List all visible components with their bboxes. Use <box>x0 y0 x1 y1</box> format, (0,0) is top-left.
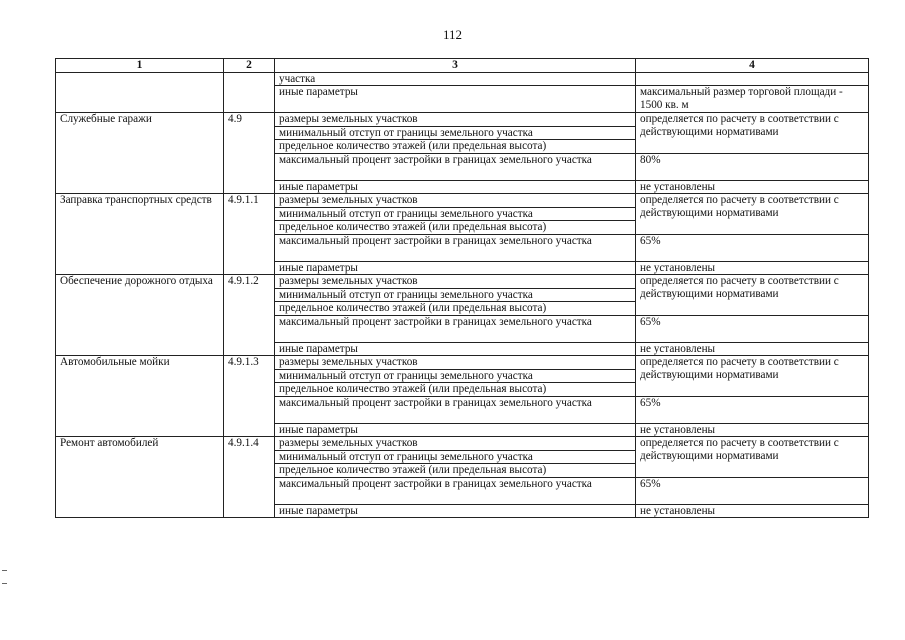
land-use-name: Служебные гаражи <box>56 113 224 194</box>
value-cell: не установлены <box>636 180 869 194</box>
land-use-name: Заправка транспортных средств <box>56 194 224 275</box>
parameter-cell: предельное количество этажей (или предельная высота) <box>275 140 636 154</box>
value-cell: 65% <box>636 315 869 342</box>
table-row <box>56 72 869 86</box>
parameter-cell: предельное количество этажей (или предельная высота) <box>275 383 636 397</box>
parameter-cell: размеры земельных участков <box>275 275 636 289</box>
parameter-cell: иные параметры <box>275 86 636 113</box>
parameter-cell: размеры земельных участков <box>275 113 636 127</box>
parameter-cell: минимальный отступ от границы земельного участка <box>275 369 636 383</box>
parameter-cell: размеры земельных участков <box>275 194 636 208</box>
table-row <box>56 194 869 208</box>
parameter-cell: предельное количество этажей (или предельная высота) <box>275 464 636 478</box>
value-cell: определяется по расчету в соответствии с действующими нормативами <box>636 194 869 235</box>
land-use-name: Автомобильные мойки <box>56 356 224 437</box>
land-use-name: Ремонт автомобилей <box>56 437 224 518</box>
table-row <box>56 437 869 451</box>
parameter-cell: максимальный процент застройки в границах земельного участка <box>275 153 636 180</box>
parameter-cell: максимальный процент застройки в границах земельного участка <box>275 234 636 261</box>
regulations-table <box>55 58 869 518</box>
land-use-code: 4.9.1.2 <box>224 275 275 356</box>
value-cell: не установлены <box>636 342 869 356</box>
page-number: 112 <box>442 27 463 42</box>
value-cell: определяется по расчету в соответствии с действующими нормативами <box>636 437 869 478</box>
land-use-code: 4.9 <box>224 113 275 194</box>
column-header-3: 3 <box>275 59 636 73</box>
continuation-name-cell <box>56 72 224 113</box>
value-cell: максимальный размер торговой площади - 1500 кв. м <box>636 86 869 113</box>
table-row <box>56 356 869 370</box>
value-cell: не установлены <box>636 423 869 437</box>
header-row <box>56 59 869 73</box>
value-cell <box>636 72 869 86</box>
parameter-cell: минимальный отступ от границы земельного участка <box>275 288 636 302</box>
value-cell: определяется по расчету в соответствии с действующими нормативами <box>636 356 869 397</box>
parameter-cell: иные параметры <box>275 504 636 518</box>
land-use-code: 4.9.1.3 <box>224 356 275 437</box>
table-row <box>56 113 869 127</box>
land-use-name: Обеспечение дорожного отдыха <box>56 275 224 356</box>
parameter-cell: максимальный процент застройки в границах земельного участка <box>275 396 636 423</box>
land-use-code: 4.9.1.4 <box>224 437 275 518</box>
parameter-cell: размеры земельных участков <box>275 356 636 370</box>
parameter-cell: иные параметры <box>275 342 636 356</box>
land-use-code: 4.9.1.1 <box>224 194 275 275</box>
column-header-1: 1 <box>56 59 224 73</box>
parameter-cell: предельное количество этажей (или предельная высота) <box>275 221 636 235</box>
column-header-2: 2 <box>224 59 275 73</box>
parameter-cell: иные параметры <box>275 180 636 194</box>
parameter-cell: иные параметры <box>275 261 636 275</box>
value-cell: 80% <box>636 153 869 180</box>
value-cell: определяется по расчету в соответствии с действующими нормативами <box>636 275 869 316</box>
value-cell: 65% <box>636 234 869 261</box>
parameter-cell: минимальный отступ от границы земельного участка <box>275 207 636 221</box>
value-cell: определяется по расчету в соответствии с действующими нормативами <box>636 113 869 154</box>
value-cell: не установлены <box>636 261 869 275</box>
value-cell: не установлены <box>636 504 869 518</box>
continuation-code-cell <box>224 72 275 113</box>
column-header-4: 4 <box>636 59 869 73</box>
parameter-cell: минимальный отступ от границы земельного участка <box>275 126 636 140</box>
parameter-cell: иные параметры <box>275 423 636 437</box>
value-cell: 65% <box>636 396 869 423</box>
table-row <box>56 275 869 289</box>
parameter-cell: максимальный процент застройки в границах земельного участка <box>275 477 636 504</box>
parameter-cell: максимальный процент застройки в границах земельного участка <box>275 315 636 342</box>
value-cell: 65% <box>636 477 869 504</box>
parameter-cell: участка <box>275 72 636 86</box>
parameter-cell: минимальный отступ от границы земельного участка <box>275 450 636 464</box>
parameter-cell: размеры земельных участков <box>275 437 636 451</box>
scan-edge-mark <box>2 570 7 584</box>
parameter-cell: предельное количество этажей (или предельная высота) <box>275 302 636 316</box>
